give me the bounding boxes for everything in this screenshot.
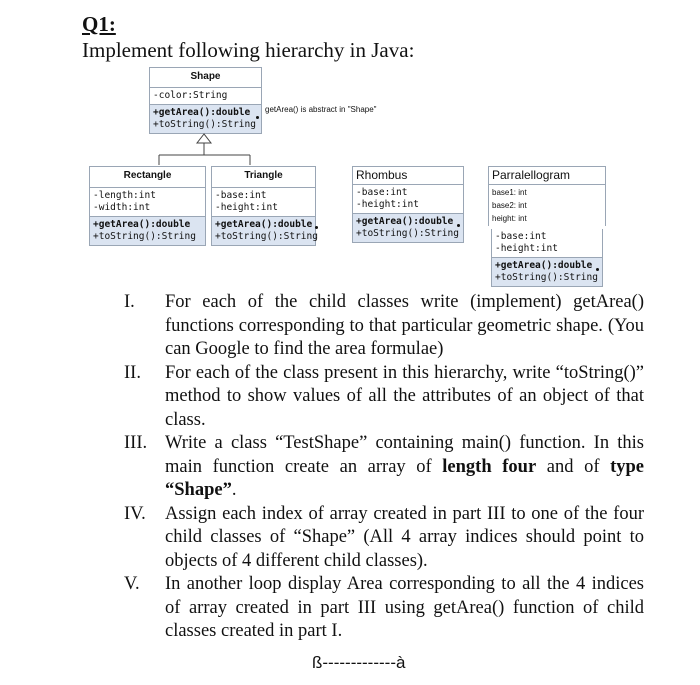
task-text: In another loop display Area corresponding to all the 4 indices of array created in part III using getArea() function of child classes created in part I. [165, 574, 644, 641]
method: +toString():String [215, 231, 318, 242]
class-attributes [492, 229, 602, 258]
class-attributes [353, 185, 463, 214]
uml-class-rhombus [352, 166, 464, 243]
emphasis-text: type “Shape” [165, 456, 645, 500]
task-number: I. [124, 292, 135, 312]
method: +getArea():double [495, 260, 593, 271]
uml-class-parallelogram [488, 166, 606, 226]
uml-class-rectangle [89, 166, 206, 246]
task-number: III. [124, 433, 148, 453]
task-text: Assign each index of array created in part III to one of the four child classes of “Shape” (All 4 array indices should point to objects of 4 different child classes). [165, 503, 644, 571]
class-attributes [90, 188, 205, 217]
navigation-arrows-text: ß-------------à [312, 653, 406, 672]
class-name: Shape [150, 68, 261, 88]
class-methods [353, 214, 463, 242]
class-methods [212, 217, 318, 245]
attribute: -base:int [215, 190, 267, 201]
method: +toString():String [93, 231, 196, 242]
method: +getArea():double [153, 107, 251, 118]
uml-class-parallelogram-inner [491, 229, 603, 287]
task-text: For each of the class present in this hierarchy, write “toString()” method to show values of all the attributes of an object of that class. [165, 362, 644, 430]
task-item [124, 362, 644, 433]
task-number: IV. [124, 503, 146, 524]
method: +getArea():double [93, 219, 191, 230]
class-name: Triangle [212, 167, 315, 188]
attribute: -height:int [356, 199, 419, 210]
attribute: base2: int [492, 201, 527, 210]
method: +getArea():double [356, 216, 454, 227]
method: +toString():String [495, 272, 598, 283]
class-attributes-plain [489, 185, 605, 226]
task-item [124, 573, 644, 644]
task-item [124, 503, 644, 574]
question-subtitle: Implement following hierarchy in Java: [82, 38, 415, 62]
task-text: Write a class “TestShape” containing main() function. In this main function create an array of length four and of type “Shape”. [165, 433, 645, 500]
uml-class-triangle [211, 166, 316, 246]
method: +toString():String [153, 119, 256, 130]
attribute: -base:int [495, 231, 547, 242]
attribute: height: int [492, 214, 527, 223]
class-attributes [212, 188, 315, 217]
task-number: II. [124, 362, 141, 383]
method: +getArea():double [215, 219, 313, 230]
method-dot [457, 224, 460, 227]
attribute: -base:int [356, 187, 408, 198]
method: +toString():String [356, 228, 459, 239]
task-item [124, 432, 644, 503]
class-name: Rectangle [90, 167, 205, 188]
class-name: Rhombus [353, 167, 463, 185]
class-methods [90, 217, 205, 245]
method-dot [596, 268, 599, 271]
attribute: -height:int [215, 202, 278, 213]
inheritance-connector [0, 0, 700, 170]
task-list [124, 291, 644, 644]
task-item [124, 291, 644, 362]
attribute: -color:String [153, 90, 228, 101]
question-title: Q1: [82, 12, 116, 36]
attribute: -width:int [93, 202, 151, 213]
attribute: -length:int [93, 190, 156, 201]
task-number: V. [124, 574, 140, 594]
method-dot [315, 226, 318, 229]
abstract-note: getArea() is abstract in "Shape" [265, 105, 377, 114]
attribute: -height:int [495, 243, 558, 254]
inheritance-arrowhead [197, 134, 211, 143]
task-text: For each of the child classes write (implement) getArea() functions corresponding to that particular geometric shape. (You can Google to find the area formulae) [165, 292, 644, 359]
class-name: Parralellogram [489, 167, 605, 185]
emphasis-text: length four [442, 456, 537, 477]
attribute: base1: int [492, 188, 527, 197]
class-methods [492, 258, 602, 286]
